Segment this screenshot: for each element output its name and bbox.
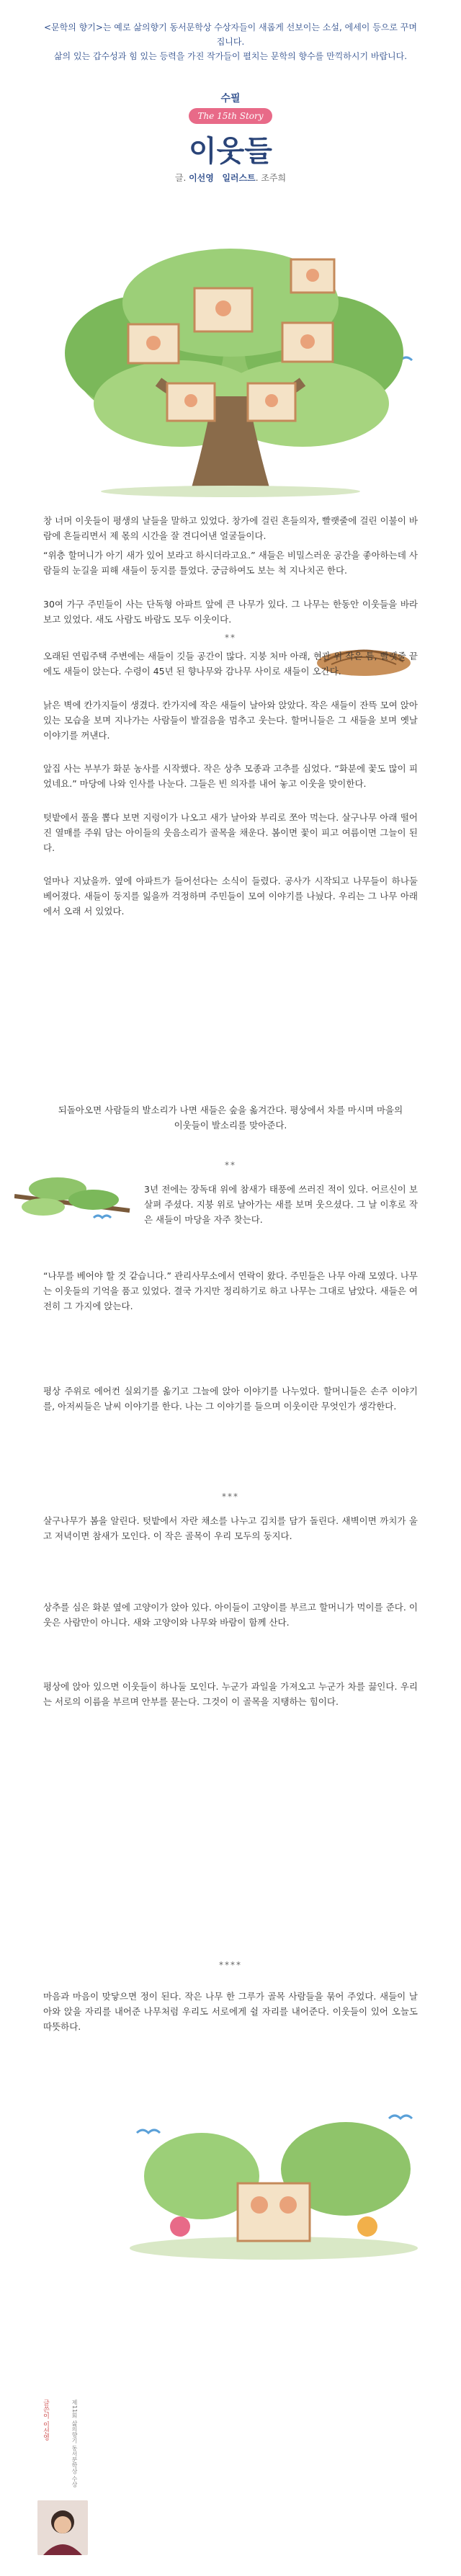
paragraph-2: “위층 할머니가 아기 새가 있어 보라고 하시더라고요.” 새들은 비밀스러운 공간을 좋아하는데 사람들의 눈길을 피해 새들이 둥지를 틀었다. 궁금하여도 보는 척 지나치곤 한다. [43,550,418,576]
garden-illustration [115,2090,432,2263]
avatar-icon [37,2500,88,2555]
part2-paragraph-5: 상추를 심은 화분 옆에 고양이가 앉아 있다. 아이들이 고양이를 부르고 할머니가 먹이를 준다. 이웃은 사람만이 아니다. 새와 고양이와 나무와 바람이 함께 산다. [43,1602,418,1628]
part3-paragraph-1: 마음과 마음이 맞닿으면 정이 된다. 작은 나무 한 그루가 골목 사람들을 묶어 주었다. 새들이 날아와 앉을 자리를 내어준 나무처럼 우리도 서로에게 쉴 자리를 내어준다. 이웃들이 있어 오늘도 따뜻하다. [43,1991,418,2032]
part2-paragraph-3: 평상 주위로 에어컨 실외기를 옮기고 그늘에 앉아 이야기를 나누었다. 할머니들은 손주 이야기를, 아저씨들은 날씨 이야기를 한다. 나는 그 이야기를 들으며 이웃이란 무엇인가 생각한다. [43,1386,418,1412]
separator-4: **** [219,1960,242,1970]
author-label: 글쓴이 이선영 [42,2399,49,2441]
paragraph-6: 앞집 사는 부부가 화분 농사를 시작했다. 작은 상추 모종과 고추를 심었다. “화분에 꽃도 많이 피었네요.” 마당에 나와 인사를 나눈다. 그들은 빈 의자를 내어 놓고 이웃을 맞이한다. [43,763,418,789]
branch-icon [14,1167,137,1239]
closing-block [43,1102,418,1133]
part2-paragraph-2: “나무를 베어야 할 것 같습니다.” 관리사무소에서 연락이 왔다. 주민들은 나무 아래 모였다. 나무는 이웃들의 기억을 품고 있었다. 결국 가지만 정리하기로 하고 나무는 그대로 남았다. 새들은 여전히 그 가지에 앉는다. [43,1270,418,1311]
paragraph-3: 30여 가구 주민들이 사는 단독형 아파트 앞에 큰 나무가 있다. 그 나무는 한동안 이웃들을 바라보고 있었다. 새도 사람도 바람도 모두 이웃이다. [43,599,418,625]
page-title: 이웃들 [189,134,272,168]
part2-paragraph-4: 살구나무가 봄을 알린다. 텃밭에서 자란 채소를 나누고 김치를 담가 돌린다. 새벽이면 까치가 울고 저녁이면 참새가 모인다. 이 작은 골목이 우리 모두의 둥지다. [43,1515,418,1541]
paragraph-4: 오래된 연립주택 주변에는 새들이 깃들 공간이 많다. 지붕 처마 아래, 현관 위 작은 틈, 빨랫줄 끝에도 새들이 앉는다. 수령이 45년 된 향나무와 감나무 사이로 새들이 오간다. [43,651,418,677]
intro-line-1: <문학의 향기>는 예로 삶의향기 동서문학상 수상자들이 새롭게 선보이는 소설, 에세이 등으로 꾸며집니다. [44,22,417,47]
illustrator-name: 조주희 [261,173,287,183]
author-details: 제11회 삶의향기 동서문학상 수상 [71,2399,78,2487]
intro-line-2: 삶의 있는 갑수성과 힘 있는 등력을 가진 작가들이 펼치는 문학의 향수를 만끽하시기 바랍니다. [53,51,408,61]
story-badge: The 15th Story [189,108,272,124]
closing-line-2: 이웃들이 발소리를 맞아준다. [174,1120,287,1131]
byline-prefix: 글 [174,173,184,183]
paragraph-1: 창 너머 이웃들이 평생의 날들을 말하고 있었다. 창가에 걸린 흔들의자, 빨랫줄에 걸린 이불이 바람에 흔들리면서 제 몫의 시간을 잘 견디어낸 얼굴들이다. [43,515,418,541]
part2-paragraph-6: 평상에 앉아 있으면 이웃들이 하나둘 모인다. 누군가 과일을 가져오고 누군가 차를 끓인다. 우리는 서로의 이름을 부르며 안부를 묻는다. 그것이 이 골목을 지탱하는 힘이다. [43,1681,418,1707]
paragraph-8: 얼마나 지났을까. 옆에 아파트가 들어선다는 소식이 들렸다. 공사가 시작되고 나무들이 하나둘 베어졌다. 새들이 둥지를 잃을까 걱정하며 주민들이 모여 이야기를 나눴다. 우리는 그 나무 아래에서 오래 서 있었다. [43,875,418,917]
section-tag: 수필 [220,93,241,104]
separator-3: *** [222,1492,239,1502]
tree-illustration [0,180,461,497]
separator-1: ** [225,633,236,643]
intro-text [43,20,418,63]
byline: 글. 이선영 일러스트. 조주희 [174,173,287,183]
part2-paragraph-1: 3년 전에는 장독대 위에 참새가 태풍에 쓰러진 적이 있다. 어르신이 보살펴 주셨다. 지붕 위로 날아가는 새를 보며 웃으셨다. 그 날 이후로 작은 새들이 마당을 자주 찾는다. [144,1184,418,1225]
paragraph-5: 낡은 벽에 칸가지들이 생겼다. 칸가지에 작은 새들이 날아와 앉았다. 작은 새들이 잔뜩 모여 앉아 있는 모습을 보며 지나가는 사람들이 발걸음을 멈추고 웃는다. 할머니들은 그 새들을 보며 옛날 이야기를 꺼낸다. [43,700,418,741]
illustrator-label: 일러스트 [222,173,256,183]
separator-2: ** [225,1160,236,1170]
author-name: 이선영 [189,173,214,183]
ground-icon [101,486,360,497]
paragraph-7: 텃밭에서 풀을 뽑다 보면 지렁이가 나오고 새가 날아와 부리로 쪼아 먹는다. 살구나무 아래 떨어진 열매를 주워 담는 아이들의 웃음소리가 골목을 채운다. 봄이면 꽃이 피고 여름이면 그늘이 된다. [43,812,418,853]
closing-line-1: 되돌아오면 사람들의 발소리가 나면 새들은 숲을 옮겨간다. 평상에서 차를 마시며 마을의 [58,1105,403,1115]
author-photo [37,2500,88,2555]
